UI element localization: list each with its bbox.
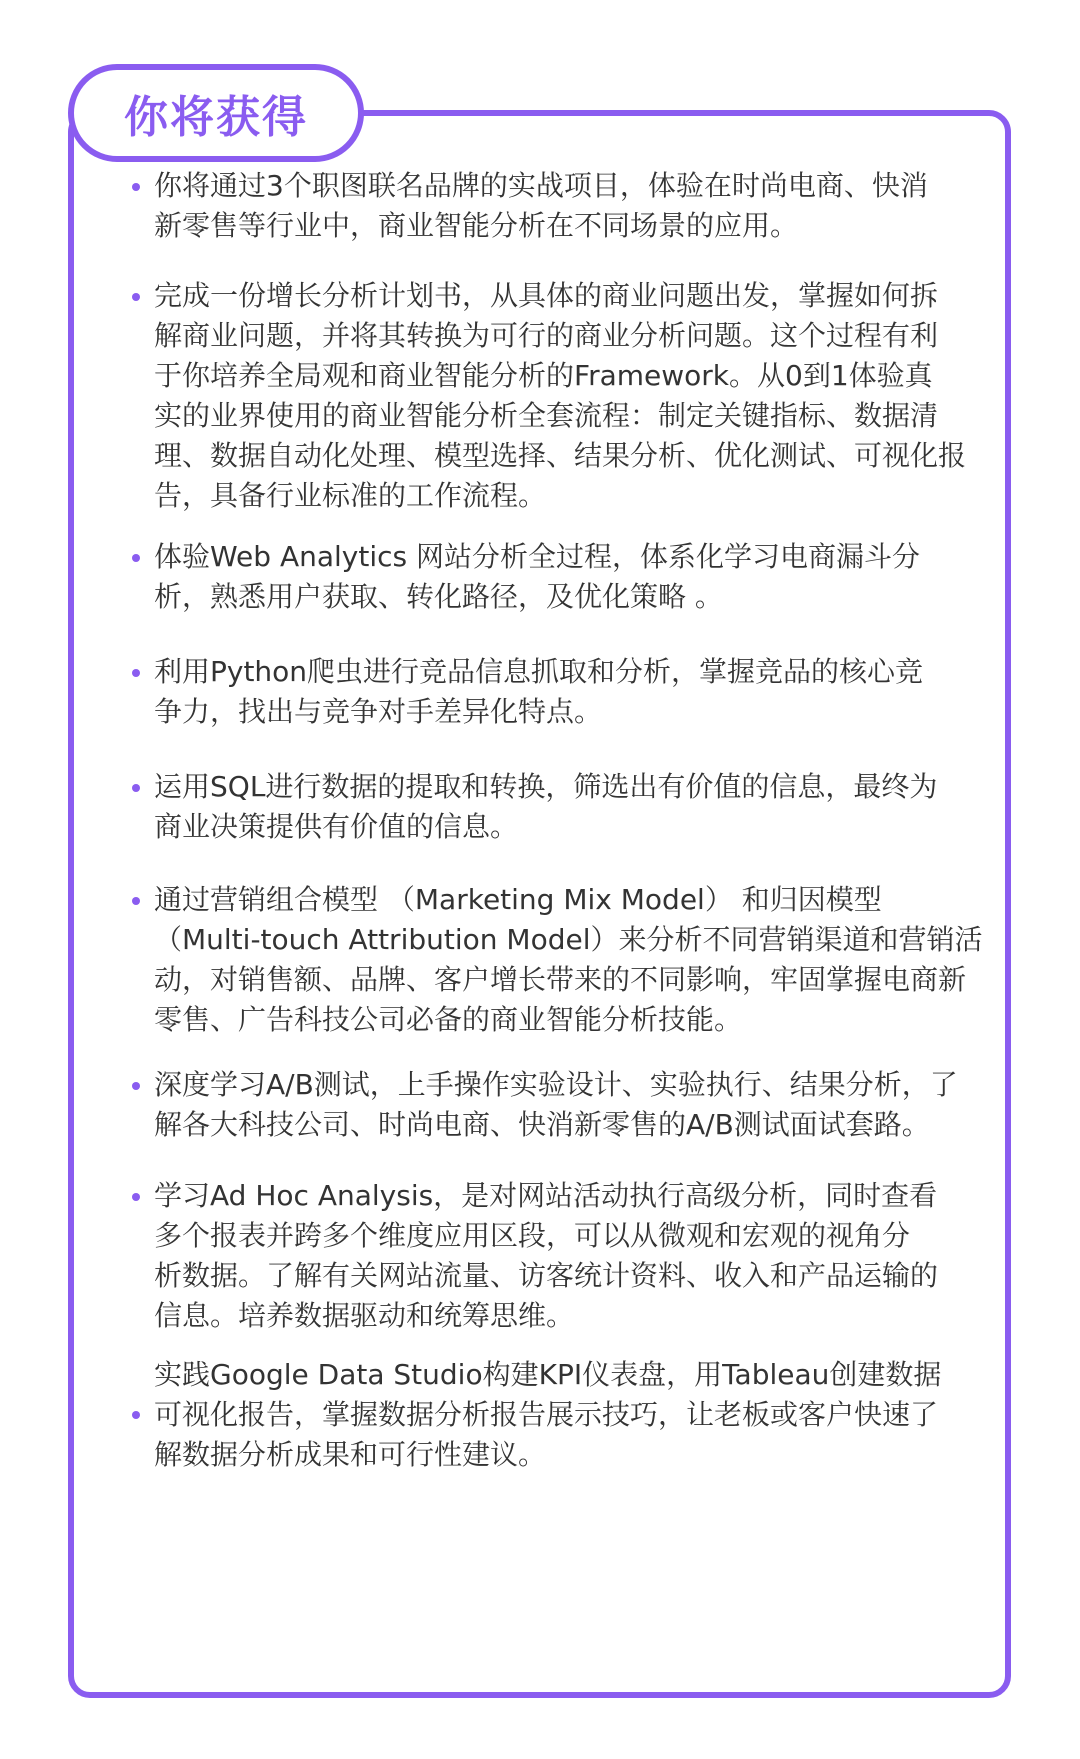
list-item xyxy=(132,1065,988,1145)
list-item-text: 实践Google Data Studio构建KPI仪表盘，用Tableau创建数据 可视化报告，掌握数据分析报告展示技巧，让老板或客户快速了 解数据分析成果和可行性建议。 xyxy=(154,1358,942,1471)
bullet-icon xyxy=(132,1411,140,1419)
list-item xyxy=(132,880,988,1040)
list-item-text: 学习Ad Hoc Analysis，是对网站活动执行高级分析，同时查看 多个报表并跨多个维度应用区段，可以从微观和宏观的视角分 析数据。了解有关网站流量、访客统计资料、收入和产品运输的 信息。培养数据驱动和统筹思维。 xyxy=(154,1179,939,1332)
bullet-icon xyxy=(132,1193,140,1201)
bullet-icon xyxy=(132,554,140,562)
list-item-text: 深度学习A/B测试，上手操作实验设计、实验执行、结果分析，了 解各大科技公司、时尚电商、快消新零售的A/B测试面试套路。 xyxy=(154,1068,958,1141)
list-item-text: 通过营销组合模型 （Marketing Mix Model） 和归因模型 （Multi-touch Attribution Model）来分析不同营销渠道和营销活 动，对销售额、品牌、客户增长带来的不同影响，牢固掌握电商新 零售、广告科技公司必备的商业智能分析技能。 xyxy=(154,883,983,1036)
page-title: 你将获得 xyxy=(124,92,308,143)
list-item xyxy=(132,166,988,246)
list-item-text: 完成一份增长分析计划书，从具体的商业问题出发，掌握如何拆 解商业问题，并将其转换为可行的商业分析问题。这个过程有利 于你培养全局观和商业智能分析的Framework。从0到1体验真 实的业界使用的商业智能分析全套流程：制定关键指标、数据清 理、数据自动化处理、模型选择、结果分析、优化测试、可视化报 告，具备行业标准的工作流程。 xyxy=(154,279,967,512)
bullet-icon xyxy=(132,897,140,905)
bullet-icon xyxy=(132,784,140,792)
list-item xyxy=(132,652,988,732)
bullet-icon xyxy=(132,1082,140,1090)
list-item-text: 运用SQL进行数据的提取和转换，筛选出有价值的信息，最终为 商业决策提供有价值的信息。 xyxy=(154,770,938,843)
list-item xyxy=(132,1355,988,1475)
list-item xyxy=(132,276,988,516)
list-item xyxy=(132,537,988,617)
list-item-text: 体验Web Analytics 网站分析全过程，体系化学习电商漏斗分 析，熟悉用户获取、转化路径，及优化策略 。 xyxy=(154,540,920,613)
bullet-icon xyxy=(132,183,140,191)
bullet-icon xyxy=(132,669,140,677)
list-item-text: 利用Python爬虫进行竞品信息抓取和分析，掌握竞品的核心竞 争力，找出与竞争对手差异化特点。 xyxy=(154,655,924,728)
list-item-text: 你将通过3个职图联名品牌的实战项目，体验在时尚电商、快消 新零售等行业中，商业智能分析在不同场景的应用。 xyxy=(154,169,928,242)
list-item xyxy=(132,767,988,847)
list-item xyxy=(132,1176,988,1336)
bullet-icon xyxy=(132,293,140,301)
